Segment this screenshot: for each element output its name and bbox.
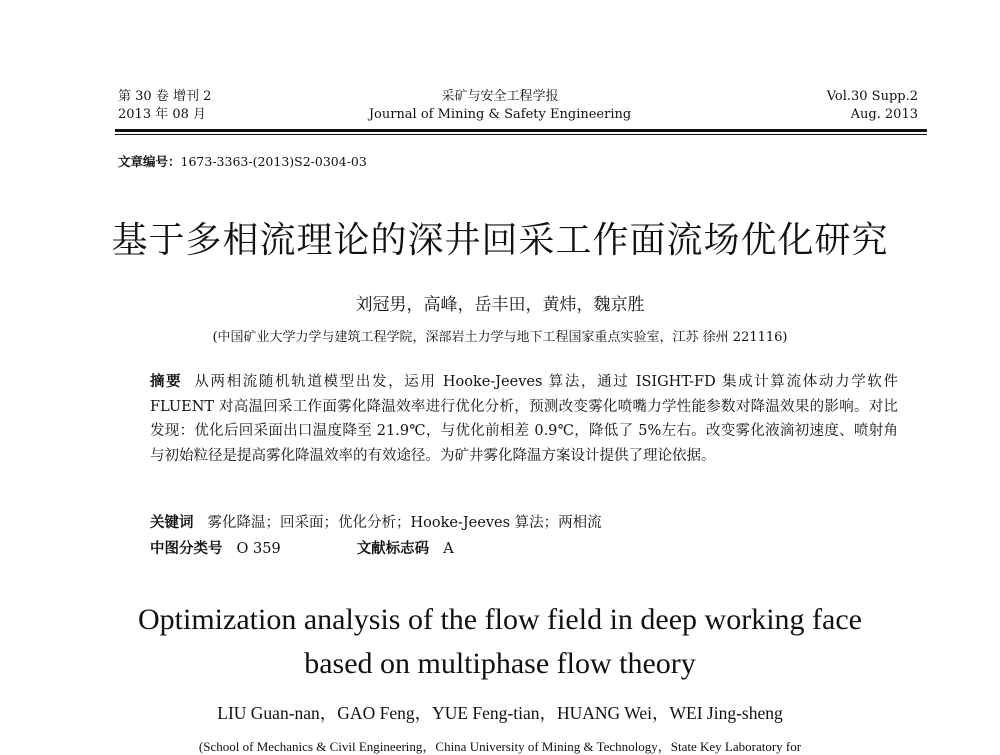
clc-value: O 359: [236, 541, 281, 557]
article-number: [118, 152, 367, 170]
keywords-label: 关键词: [150, 515, 194, 531]
title-english: [0, 598, 1000, 686]
keywords-chinese: [150, 511, 602, 532]
keywords-text: 雾化降温；回采面；优化分析；Hooke-Jeeves 算法；两相流: [207, 515, 602, 531]
header-volume: 第 30 卷 增刊 2: [118, 89, 212, 104]
authors-chinese: 刘冠男，高峰，岳丰田，黄炜，魏京胜: [355, 295, 645, 315]
document-code-label: 文献标志码: [356, 541, 430, 557]
header-volume-en: [827, 88, 918, 124]
abstract-text: 从两相流随机轨道模型出发，运用 Hooke-Jeeves 算法，通过 ISIGHT-FD 集成计算流体动力学软件 FLUENT 对高温回采工作面雾化降温效率进行优化分析，预测改变雾化喷嘴力学性能参数对降温效果的影响。对比发现：优化后回采面出口温度降至 21.9℃，与优化前相差 0.9℃，降低了 5%左右。改变雾化液滴初速度、喷射角与初始粒径是提高雾化降温效率的有效途径。为矿井雾化降温方案设计提供了理论依据。: [150, 374, 899, 464]
header-rule-thin: [115, 134, 927, 135]
title-english-line-1: Optimization analysis of the flow field in deep working face: [138, 603, 862, 636]
title-english-line-2: based on multiphase flow theory: [304, 647, 696, 680]
header-date-cn: 2013 年 08 月: [118, 107, 207, 122]
header-journal-cn: 采矿与安全工程学报: [441, 89, 559, 104]
clc-label: 中图分类号: [150, 541, 223, 557]
affiliation-english: (School of Mechanics & Civil Engineering，China University of Mining & Technology，State Key Laboratory for: [198, 739, 802, 754]
header-rule-thick: [115, 129, 927, 132]
header-vol-supp: Vol.30 Supp.2: [826, 89, 918, 104]
abstract-label: 摘要: [150, 374, 183, 390]
affiliation-chinese: (中国矿业大学力学与建筑工程学院，深部岩土力学与地下工程国家重点实验室，江苏 徐州 221116): [212, 330, 788, 345]
document-code-value: A: [443, 541, 454, 557]
header-date-en: Aug. 2013: [850, 107, 918, 122]
header-journal-en: Journal of Mining & Safety Engineering: [368, 107, 632, 122]
title-chinese: 基于多相流理论的深井回采工作面流场优化研究: [111, 220, 889, 261]
abstract-chinese: [150, 370, 898, 468]
authors-english: LIU Guan-nan，GAO Feng，YUE Feng-tian，HUANG Wei，WEI Jing-sheng: [217, 703, 783, 723]
article-number-label: 文章编号：: [118, 154, 181, 169]
article-number-value: 1673-3363-(2013)S2-0304-03: [180, 154, 367, 169]
classification-line: [150, 537, 454, 558]
